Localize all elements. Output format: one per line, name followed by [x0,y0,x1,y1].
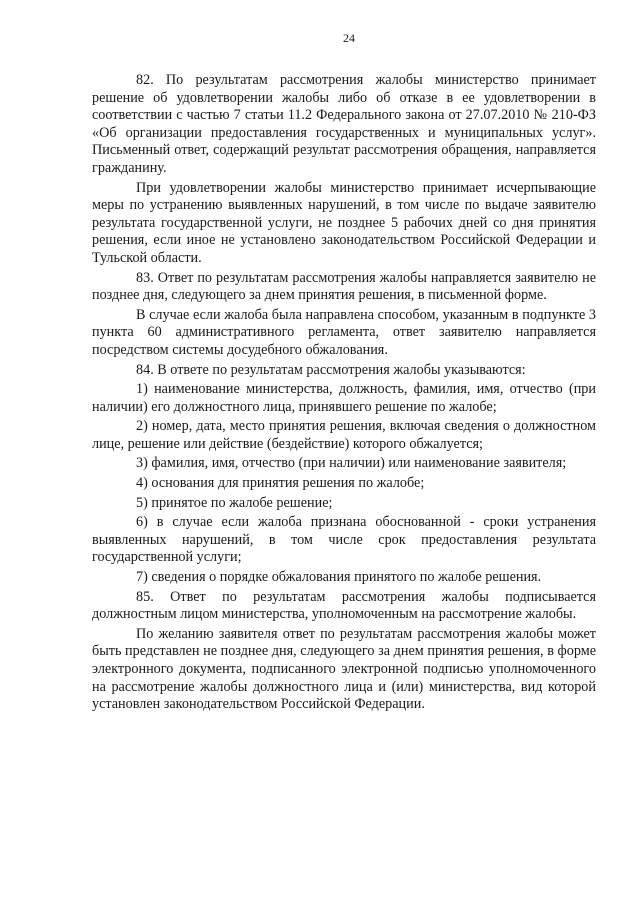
list-item-3: 3) фамилия, имя, отчество (при наличии) или наименование заявителя; [136,455,567,472]
paragraph-85: 85. Ответ по результатам рассмотрения жалобы подписывается должностным лицом министерства, уполномоченным на рассмотрение жалобы. [92,588,596,623]
paragraph-83: 83. Ответ по результатам рассмотрения жалобы направляется заявителю не позднее дня, следующего за днем принятия решения, в письменной форме. [92,269,596,304]
document-body [92,72,596,714]
paragraph-85-electronic: По желанию заявителя ответ по результатам рассмотрения жалобы может быть представлен не позднее дня, следующего за днем принятия решения, в форме электронного документа, подписанного электронной подписью уполномоченного на рассмотрение жалобы должностного лица и (или) министерства, вид которой установлен законодательством Российской Федерации. [92,625,596,713]
list-item-2: 2) номер, дата, место принятия решения, включая сведения о должностном лице, решение или действие (бездействие) которого обжалуется; [92,418,596,452]
paragraph-84: 84. В ответе по результатам рассмотрения жалобы указываются: [136,361,526,378]
list-item-6: 6) в случае если жалоба признана обоснованной - сроки устранения выявленных нарушений, в том числе срок предоставления результата государственной услуги; [92,514,596,566]
paragraph-82: 82. По результатам рассмотрения жалобы министерство принимает решение об удовлетворении жалобы либо об отказе в ее удовлетворении в соответствии с частью 7 статьи 11.2 Федерального закона от 27.07.2010 № 210-ФЗ «Об организации предоставления государственных и муниципальных услуг». Письменный ответ, содержащий результат рассмотрения обращения, направляется гражданину. [92,72,596,176]
list-item-1: 1) наименование министерства, должность, фамилия, имя, отчество (при наличии) его должностного лица, принявшего решение по жалобе; [92,381,596,415]
page-number: 24 [343,31,355,45]
list-item-5: 5) принятое по жалобе решение; [136,494,333,511]
paragraph-82-satisfaction: При удовлетворении жалобы министерство принимает исчерпывающие меры по устранению выявленных нарушений, в том числе по выдаче заявителю результата государственной услуги, не позднее 5 рабочих дней со дня принятия решения, если иное не установлено законодательством Российской Федерации и Тульской области. [92,179,596,266]
list-item-7: 7) сведения о порядке обжалования принятого по жалобе решения. [136,569,542,586]
list-item-4: 4) основания для принятия решения по жалобе; [136,475,425,492]
paragraph-83-pretrial-system: В случае если жалоба была направлена способом, указанным в подпункте 3 пункта 60 административного регламента, ответ заявителю направляется посредством системы досудебного обжалования. [92,306,596,358]
